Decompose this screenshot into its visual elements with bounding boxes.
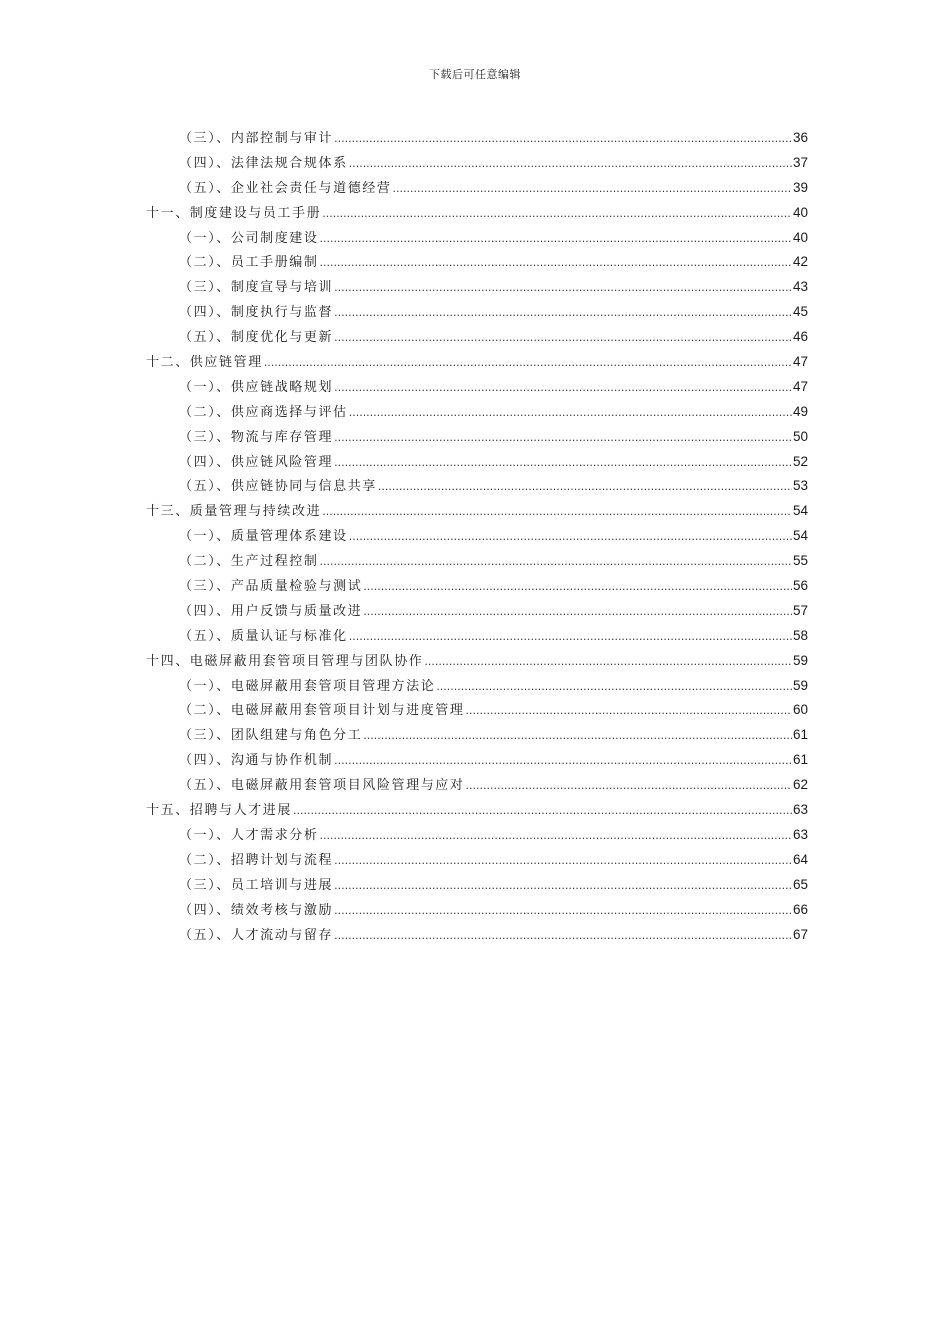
toc-entry-page-number: 61 <box>792 752 808 768</box>
toc-entry-page-number: 59 <box>792 652 808 668</box>
toc-section-entry[interactable] <box>146 126 808 151</box>
toc-entry-page-number: 62 <box>792 777 808 793</box>
toc-entry-title: （三）、团队组建与角色分工 <box>179 728 363 744</box>
toc-entry-title: （一）、人才需求分析 <box>179 827 319 843</box>
toc-section-entry[interactable] <box>146 898 808 923</box>
toc-entry-title: （四）、法律法规合规体系 <box>179 155 348 171</box>
toc-entry-title: （一）、质量管理体系建设 <box>179 529 348 545</box>
toc-entry-title: （五）、质量认证与标准化 <box>179 628 348 644</box>
toc-section-entry[interactable] <box>146 748 808 773</box>
toc-entry-title: （一）、供应链战略规划 <box>179 379 334 395</box>
toc-section-entry[interactable] <box>146 599 808 624</box>
toc-entry-page-number: 47 <box>792 378 808 394</box>
toc-section-entry[interactable] <box>146 375 808 400</box>
toc-section-entry[interactable] <box>146 400 808 425</box>
toc-section-entry[interactable] <box>146 474 808 499</box>
toc-entry-title: （四）、供应链风险管理 <box>179 454 334 470</box>
toc-chapter-entry[interactable] <box>146 798 808 823</box>
toc-section-entry[interactable] <box>146 574 808 599</box>
toc-entry-page-number: 49 <box>792 403 808 419</box>
toc-entry-page-number: 55 <box>792 553 808 569</box>
toc-entry-page-number: 60 <box>792 702 808 718</box>
toc-section-entry[interactable] <box>146 176 808 201</box>
toc-section-entry[interactable] <box>146 723 808 748</box>
toc-entry-page-number: 43 <box>792 279 808 295</box>
toc-entry-page-number: 40 <box>792 204 808 220</box>
toc-entry-title: （四）、制度执行与监督 <box>179 305 334 321</box>
toc-entry-title: （五）、电磁屏蔽用套管项目风险管理与应对 <box>179 778 465 794</box>
toc-entry-page-number: 63 <box>792 826 808 842</box>
toc-dot-leader <box>334 451 792 476</box>
toc-dot-leader <box>363 724 792 749</box>
toc-section-entry[interactable] <box>146 823 808 848</box>
toc-entry-title: （三）、员工培训与进展 <box>179 877 334 893</box>
toc-section-entry[interactable] <box>146 325 808 350</box>
toc-dot-leader <box>349 625 792 650</box>
page-header: 下载后可任意编辑 <box>429 68 521 81</box>
toc-dot-leader <box>466 699 792 724</box>
toc-entry-page-number: 47 <box>792 354 808 370</box>
toc-section-entry[interactable] <box>146 300 808 325</box>
toc-entry-page-number: 61 <box>792 727 808 743</box>
toc-entry-title: （三）、物流与库存管理 <box>179 429 334 445</box>
toc-entry-page-number: 39 <box>792 179 808 195</box>
toc-dot-leader <box>436 675 792 700</box>
toc-dot-leader <box>320 251 792 276</box>
toc-section-entry[interactable] <box>146 151 808 176</box>
toc-entry-page-number: 54 <box>792 528 808 544</box>
toc-dot-leader <box>322 500 792 525</box>
toc-entry-page-number: 58 <box>792 627 808 643</box>
toc-section-entry[interactable] <box>146 226 808 251</box>
toc-dot-leader <box>349 152 792 177</box>
toc-entry-title: （四）、沟通与协作机制 <box>179 753 334 769</box>
toc-dot-leader <box>334 924 792 949</box>
toc-entry-title: （三）、产品质量检验与测试 <box>179 579 363 595</box>
toc-entry-page-number: 50 <box>792 428 808 444</box>
table-of-contents <box>146 126 808 947</box>
toc-entry-title: （一）、电磁屏蔽用套管项目管理方法论 <box>179 678 436 694</box>
toc-entry-title: （三）、制度宣导与培训 <box>179 280 334 296</box>
toc-section-entry[interactable] <box>146 624 808 649</box>
toc-dot-leader <box>293 799 792 824</box>
toc-section-entry[interactable] <box>146 674 808 699</box>
toc-dot-leader <box>466 774 792 799</box>
toc-dot-leader <box>334 301 792 326</box>
toc-chapter-entry[interactable] <box>146 201 808 226</box>
toc-entry-title: （二）、员工手册编制 <box>179 255 319 271</box>
toc-chapter-entry[interactable] <box>146 649 808 674</box>
toc-entry-title: 十四、电磁屏蔽用套管项目管理与团队协作 <box>146 653 424 669</box>
toc-dot-leader <box>322 202 792 227</box>
toc-dot-leader <box>320 550 792 575</box>
toc-entry-page-number: 40 <box>792 229 808 245</box>
toc-dot-leader <box>264 351 792 376</box>
toc-entry-page-number: 52 <box>792 453 808 469</box>
toc-entry-title: 十一、制度建设与员工手册 <box>146 205 322 221</box>
toc-entry-page-number: 67 <box>792 926 808 942</box>
toc-entry-page-number: 53 <box>792 478 808 494</box>
toc-dot-leader <box>363 600 792 625</box>
toc-section-entry[interactable] <box>146 275 808 300</box>
toc-section-entry[interactable] <box>146 923 808 948</box>
toc-entry-page-number: 63 <box>792 802 808 818</box>
toc-entry-title: （五）、企业社会责任与道德经营 <box>179 180 392 196</box>
toc-entry-title: 十二、供应链管理 <box>146 355 263 371</box>
toc-entry-page-number: 36 <box>792 130 808 145</box>
toc-chapter-entry[interactable] <box>146 350 808 375</box>
toc-entry-page-number: 37 <box>792 154 808 170</box>
toc-section-entry[interactable] <box>146 873 808 898</box>
toc-entry-title: （二）、生产过程控制 <box>179 554 319 570</box>
toc-dot-leader <box>334 276 792 301</box>
toc-dot-leader <box>320 824 792 849</box>
toc-section-entry[interactable] <box>146 524 808 549</box>
toc-dot-leader <box>334 127 792 152</box>
toc-dot-leader <box>320 227 792 252</box>
toc-entry-page-number: 42 <box>792 254 808 270</box>
toc-dot-leader <box>334 426 792 451</box>
toc-entry-title: （五）、制度优化与更新 <box>179 330 334 346</box>
toc-entry-title: （一）、公司制度建设 <box>179 230 319 246</box>
toc-entry-page-number: 65 <box>792 876 808 892</box>
toc-dot-leader <box>334 376 792 401</box>
toc-dot-leader <box>334 849 792 874</box>
toc-entry-page-number: 64 <box>792 851 808 867</box>
toc-entry-title: （二）、招聘计划与流程 <box>179 852 334 868</box>
toc-entry-title: （二）、电磁屏蔽用套管项目计划与进度管理 <box>179 703 465 719</box>
toc-entry-page-number: 59 <box>792 677 808 693</box>
toc-dot-leader <box>349 401 792 426</box>
toc-entry-title: （三）、内部控制与审计 <box>179 131 334 146</box>
toc-entry-title: 十三、质量管理与持续改进 <box>146 504 322 520</box>
toc-entry-page-number: 46 <box>792 329 808 345</box>
toc-entry-page-number: 57 <box>792 602 808 618</box>
toc-dot-leader <box>424 650 792 675</box>
toc-section-entry[interactable] <box>146 698 808 723</box>
toc-dot-leader <box>349 525 792 550</box>
toc-section-entry[interactable] <box>146 773 808 798</box>
toc-entry-page-number: 56 <box>792 578 808 594</box>
toc-dot-leader <box>393 177 792 202</box>
toc-dot-leader <box>378 475 792 500</box>
toc-section-entry[interactable] <box>146 425 808 450</box>
toc-entry-page-number: 66 <box>792 901 808 917</box>
toc-dot-leader <box>334 874 792 899</box>
toc-section-entry[interactable] <box>146 549 808 574</box>
toc-section-entry[interactable] <box>146 450 808 475</box>
toc-entry-title: （五）、人才流动与留存 <box>179 927 334 943</box>
toc-entry-title: 十五、招聘与人才进展 <box>146 803 293 819</box>
toc-dot-leader <box>334 326 792 351</box>
toc-entry-page-number: 54 <box>792 503 808 519</box>
toc-entry-title: （二）、供应商选择与评估 <box>179 404 348 420</box>
toc-entry-title: （五）、供应链协同与信息共享 <box>179 479 377 495</box>
toc-dot-leader <box>334 899 792 924</box>
toc-entry-title: （四）、绩效考核与激励 <box>179 902 334 918</box>
toc-dot-leader <box>363 575 792 600</box>
toc-dot-leader <box>334 749 792 774</box>
toc-entry-title: （四）、用户反馈与质量改进 <box>179 603 363 619</box>
toc-chapter-entry[interactable] <box>146 499 808 524</box>
toc-section-entry[interactable] <box>146 848 808 873</box>
toc-section-entry[interactable] <box>146 250 808 275</box>
toc-entry-page-number: 45 <box>792 304 808 320</box>
